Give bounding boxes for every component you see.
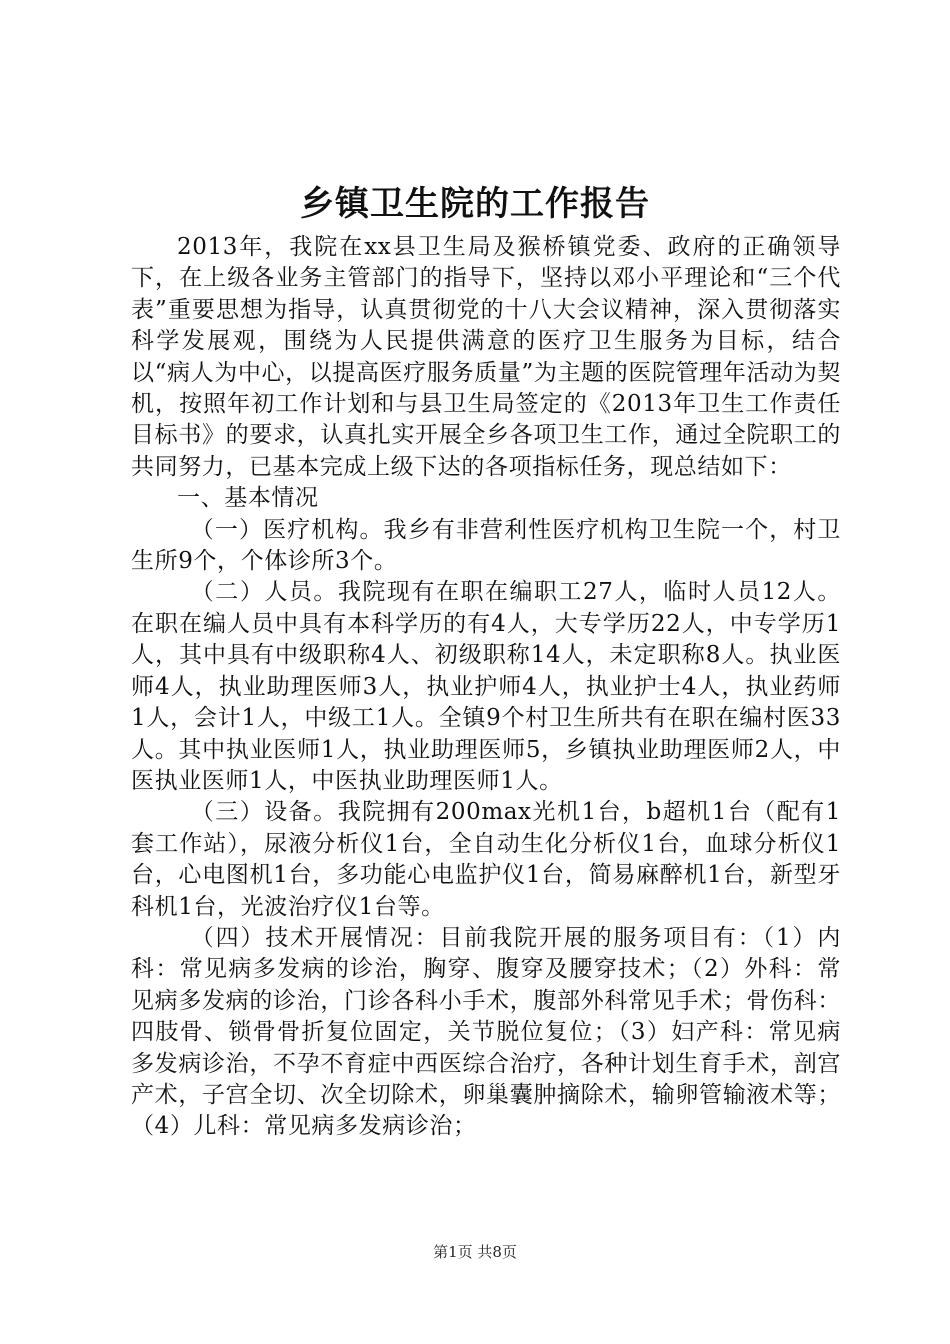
paragraph-technical-services: （四）技术开展情况：目前我院开展的服务项目有：（1）内科：常见病多发病的诊治，胸穿、腹穿及腰穿技术；（2）外科：常见病多发病的诊治，门诊各科小手术，腹部外科常见手术；骨伤科：四肢骨、锁骨骨折复位固定，关节脱位复位；（3）妇产科：常见病多发病诊治，不孕不育症中西医综合治疗，各种计划生育手术，剖宫产术，子宫全切、次全切除术，卵巢囊肿摘除术，输卵管输液术等；（4）儿科：常见病多发病诊治； — [131, 924, 841, 1140]
paragraph-medical-institutions: （一）医疗机构。我乡有非营利性医疗机构卫生院一个，村卫生所9个，个体诊所3个。 — [131, 516, 841, 575]
document-title: 乡镇卫生院的工作报告 — [300, 184, 650, 224]
paragraph-equipment: （三）设备。我院拥有200max光机1台，b超机1台（配有1套工作站），尿液分析仪1台，全自动生化分析仪1台，血球分析仪1台，心电图机1台，多功能心电监护仪1台，简易麻醉机1台，新型牙科机1台，光波治疗仪1台等。 — [131, 799, 841, 920]
section-heading-basic-info: 一、基本情况 — [177, 485, 319, 512]
intro-paragraph: 2013年，我院在xx县卫生局及猴桥镇党委、政府的正确领导下，在上级各业务主管部门的指导下，坚持以邓小平理论和“三个代表”重要思想为指导，认真贯彻党的十八大会议精神，深入贯彻落实科学发展观，围绕为人民提供满意的医疗卫生服务为目标，结合以“病人为中心，以提高医疗服务质量”为主题的医院管理年活动为契机，按照年初工作计划和与县卫生局签定的《2013年卫生工作责任目标书》的要求，认真扎实开展全乡各项卫生工作，通过全院职工的共同努力，已基本完成上级下达的各项指标任务，现总结如下： — [131, 234, 841, 480]
document-body — [131, 232, 841, 1143]
page-number-footer: 第1页 共8页 — [433, 1243, 517, 1261]
paragraph-personnel: （二）人员。我院现有在职在编职工27人，临时人员12人。在职在编人员中具有本科学历的有4人，大专学历22人，中专学历1人，其中具有中级职称4人、初级职称14人，未定职称8人。执业医师4人，执业助理医师3人，执业护师4人，执业护士4人，执业药师1人，会计1人，中级工1人。全镇9个村卫生所共有在职在编村医33人。其中执业医师1人，执业助理医师5，乡镇执业助理医师2人，中医执业医师1人，中医执业助理医师1人。 — [131, 579, 841, 794]
